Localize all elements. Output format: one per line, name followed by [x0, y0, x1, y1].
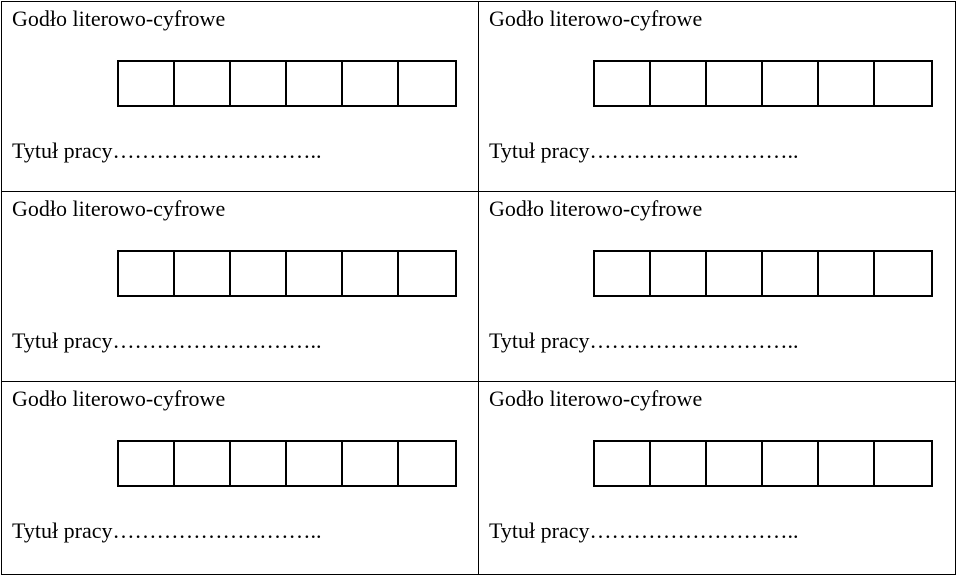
title-field[interactable]: Tytuł pracy………………………..: [489, 138, 799, 163]
code-box[interactable]: [651, 442, 707, 485]
code-box[interactable]: [119, 442, 175, 485]
code-label: Godło literowo-cyfrowe: [489, 6, 703, 31]
code-box[interactable]: [231, 252, 287, 295]
title-field[interactable]: Tytuł pracy………………………..: [12, 328, 322, 353]
code-card: [479, 382, 955, 574]
code-label: Godło literowo-cyfrowe: [489, 196, 703, 221]
code-box-group: [593, 60, 933, 107]
code-box[interactable]: [875, 62, 931, 105]
code-box[interactable]: [175, 442, 231, 485]
code-label: Godło literowo-cyfrowe: [12, 386, 226, 411]
code-box-group: [117, 60, 457, 107]
code-box[interactable]: [595, 442, 651, 485]
code-box[interactable]: [119, 62, 175, 105]
code-box[interactable]: [595, 62, 651, 105]
code-label: Godło literowo-cyfrowe: [489, 386, 703, 411]
code-box[interactable]: [287, 252, 343, 295]
code-box[interactable]: [875, 442, 931, 485]
title-field[interactable]: Tytuł pracy………………………..: [12, 138, 322, 163]
code-label: Godło literowo-cyfrowe: [12, 6, 226, 31]
code-box[interactable]: [399, 252, 455, 295]
code-card-sheet: [1, 1, 956, 575]
code-box[interactable]: [399, 62, 455, 105]
code-card: [2, 192, 479, 382]
code-card: [2, 2, 479, 192]
code-box-group: [593, 250, 933, 297]
title-field[interactable]: Tytuł pracy………………………..: [12, 518, 322, 543]
code-box[interactable]: [175, 252, 231, 295]
code-box[interactable]: [231, 62, 287, 105]
code-box[interactable]: [343, 62, 399, 105]
code-box[interactable]: [707, 62, 763, 105]
code-box-group: [593, 440, 933, 487]
code-box[interactable]: [763, 62, 819, 105]
code-box[interactable]: [595, 252, 651, 295]
code-box[interactable]: [651, 62, 707, 105]
code-box[interactable]: [175, 62, 231, 105]
code-box[interactable]: [399, 442, 455, 485]
code-box-group: [117, 250, 457, 297]
code-box[interactable]: [287, 442, 343, 485]
code-card: [2, 382, 479, 574]
code-box[interactable]: [343, 442, 399, 485]
code-box[interactable]: [819, 62, 875, 105]
code-box-group: [117, 440, 457, 487]
code-box[interactable]: [763, 252, 819, 295]
code-box[interactable]: [231, 442, 287, 485]
code-box[interactable]: [707, 252, 763, 295]
code-card: [479, 2, 955, 192]
code-box[interactable]: [763, 442, 819, 485]
code-box[interactable]: [707, 442, 763, 485]
code-box[interactable]: [651, 252, 707, 295]
code-box[interactable]: [119, 252, 175, 295]
code-box[interactable]: [287, 62, 343, 105]
title-field[interactable]: Tytuł pracy………………………..: [489, 328, 799, 353]
code-label: Godło literowo-cyfrowe: [12, 196, 226, 221]
code-box[interactable]: [819, 252, 875, 295]
code-box[interactable]: [819, 442, 875, 485]
code-box[interactable]: [875, 252, 931, 295]
code-card: [479, 192, 955, 382]
code-box[interactable]: [343, 252, 399, 295]
title-field[interactable]: Tytuł pracy………………………..: [489, 518, 799, 543]
